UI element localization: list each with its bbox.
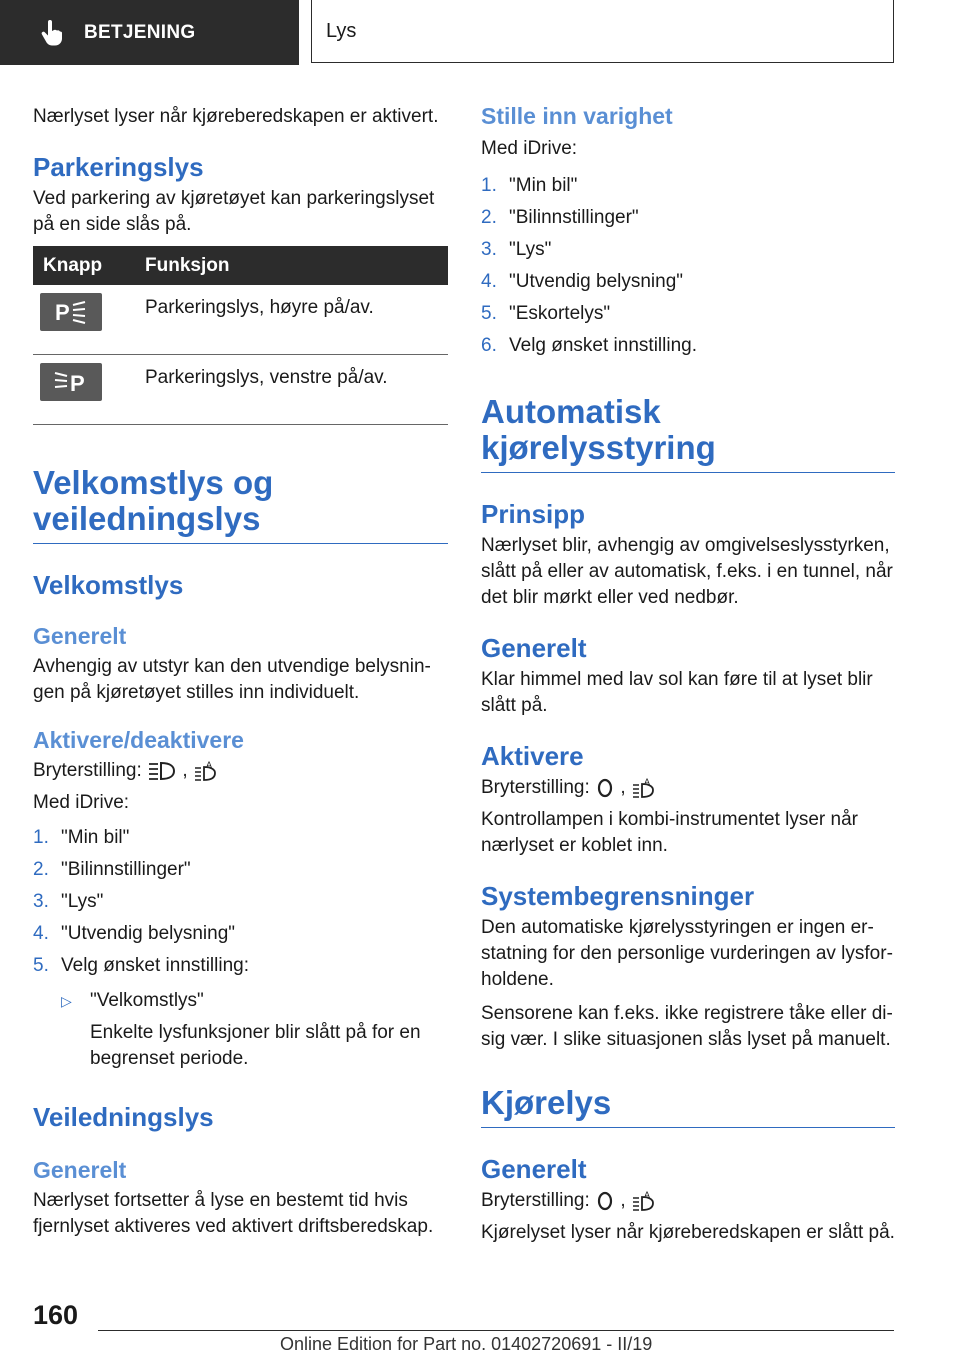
switch-position: Bryterstilling: , A [481,775,895,801]
auto-light-icon [631,1190,657,1212]
list-item: 5. Velg ønsket innstilling: [33,955,249,976]
table-cell: Parkeringslys, venstre på/av. [145,355,448,425]
intro-text: Nærlyset lyser når kjøreberedskapen er aktivert. [33,106,439,127]
heading-daytime-running-lights: Kjørelys [481,1085,895,1128]
parking-light-left-button [40,363,102,401]
indicator-lamp-text: Kontrollampen i kombi-instrumentet lyser når nærlyset er koblet inn. [481,809,858,856]
switch-label: Bryterstilling: [481,1190,590,1211]
list-item: 5. "Eskortelys" [481,303,611,324]
list-item: 2. "Bilinnstillinger" [33,859,191,880]
heading-system-limits: Systembegrensninger [481,881,755,911]
left-column [33,100,448,1240]
parking-text: Ved parkering av kjøretøyet kan parkeringslyset på en side slås på. [33,188,435,235]
page-title: Lys [311,0,894,63]
table-cell: Parkeringslys, høyre på/av. [145,285,448,355]
page-number: 160 [33,1300,79,1330]
edition-text: Online Edition for Part no. 01402720691 - II/19 [280,1334,653,1354]
steps-list [33,822,448,982]
section-label: BETJENING [84,21,196,43]
low-beam-icon [147,760,177,782]
guide-text: Nærlyset fortsetter å lyse en bestemt tid hvis fjernlyset aktiveres ved aktivert driftsberedskap. [33,1190,434,1237]
switch-position: Bryterstilling: , A [33,758,448,784]
heading-general: Generelt [481,633,587,663]
heading-parking-lights: Parkeringslys [33,152,204,182]
heading-general-2: Generelt [33,1157,127,1183]
heading-welcome-light: Velkomstlys [33,570,184,600]
parking-light-left-icon [53,369,89,395]
steps-list [481,170,895,362]
general-text: Klar himmel med lav sol kan føre til at lyset blir slått på. [481,669,873,716]
list-item: 2. "Bilinnstillinger" [481,207,639,228]
list-item: 6. Velg ønsket innstilling. [481,335,697,356]
list-item: 1. "Min bil" [481,175,578,196]
table-row [33,285,448,355]
light-switch-zero-icon [595,1190,615,1212]
heading-general-drl: Generelt [481,1154,587,1184]
light-switch-zero-icon [595,777,615,799]
section-tab [0,0,299,65]
svg-text:A: A [205,759,212,770]
hand-pointer-icon [40,20,64,46]
heading-activate: Aktivere [481,741,584,771]
right-column [481,100,895,1246]
list-item: 1. "Min bil" [33,827,130,848]
heading-welcome-guide: Velkomstlys og veiledningslys [33,465,448,544]
triangle-bullet-icon: ▷ [61,993,72,1009]
list-item: 3. "Lys" [33,891,104,912]
general-text: Avhengig av utstyr kan den utvendige belysningen på kjøretøyet stilles inn individuelt. [33,656,431,703]
idrive-label: Med iDrive: [33,792,130,813]
list-item: 4. "Utvendig belysning" [33,923,236,944]
switch-label: Bryterstilling: [33,760,142,781]
limits-text-2: Sensorene kan f.eks. ikke registrere tåke eller disig vær. I slike situasjonen slås lyset på manuelt. [481,1003,893,1050]
heading-set-duration: Stille inn varighet [481,103,673,129]
heading-activate-deactivate: Aktivere/deaktivere [33,727,244,753]
svg-text:P: P [55,300,70,325]
svg-text:A: A [643,776,650,787]
switch-position: Bryterstilling: , A [481,1188,895,1214]
parking-light-right-icon [53,299,89,325]
heading-principle: Prinsipp [481,499,586,529]
list-item: 4. "Utvendig belysning" [481,271,684,292]
svg-text:P: P [70,371,85,395]
footer-divider [98,1330,894,1331]
heading-auto-headlight: Automatisk kjørelysstyring [481,394,895,473]
parking-light-right-button [40,293,102,331]
switch-label: Bryterstilling: [481,777,590,798]
idrive-label: Med iDrive: [481,138,578,159]
sub-list-item: ▷ "Velkomstlys" [61,988,448,1014]
sub-list [61,988,448,1072]
heading-general: Generelt [33,623,127,649]
table-header-function: Funksjon [145,246,448,285]
auto-light-icon [193,760,219,782]
list-item: 3. "Lys" [481,239,552,260]
drl-text: Kjørelyset lyser når kjøreberedskapen er slått på. [481,1222,895,1243]
auto-light-icon [631,777,657,799]
button-table [33,246,448,425]
heading-guide-light: Veiledningslys [33,1102,214,1132]
table-header-button: Knapp [33,246,145,285]
limits-text-1: Den automatiske kjørelysstyringen er ingen erstatning for den personlige vurderingen av lysforholdene. [481,917,893,990]
svg-text:A: A [643,1189,650,1200]
table-row [33,355,448,425]
sub-item-text: Enkelte lysfunksjoner blir slått på for en begrenset periode. [90,1022,421,1069]
principle-text: Nærlyset blir, avhengig av omgivelseslysstyrken, slått på eller av automatisk, f.eks. i en tunnel, når det blir mørkt eller ved nedbør. [481,535,893,608]
